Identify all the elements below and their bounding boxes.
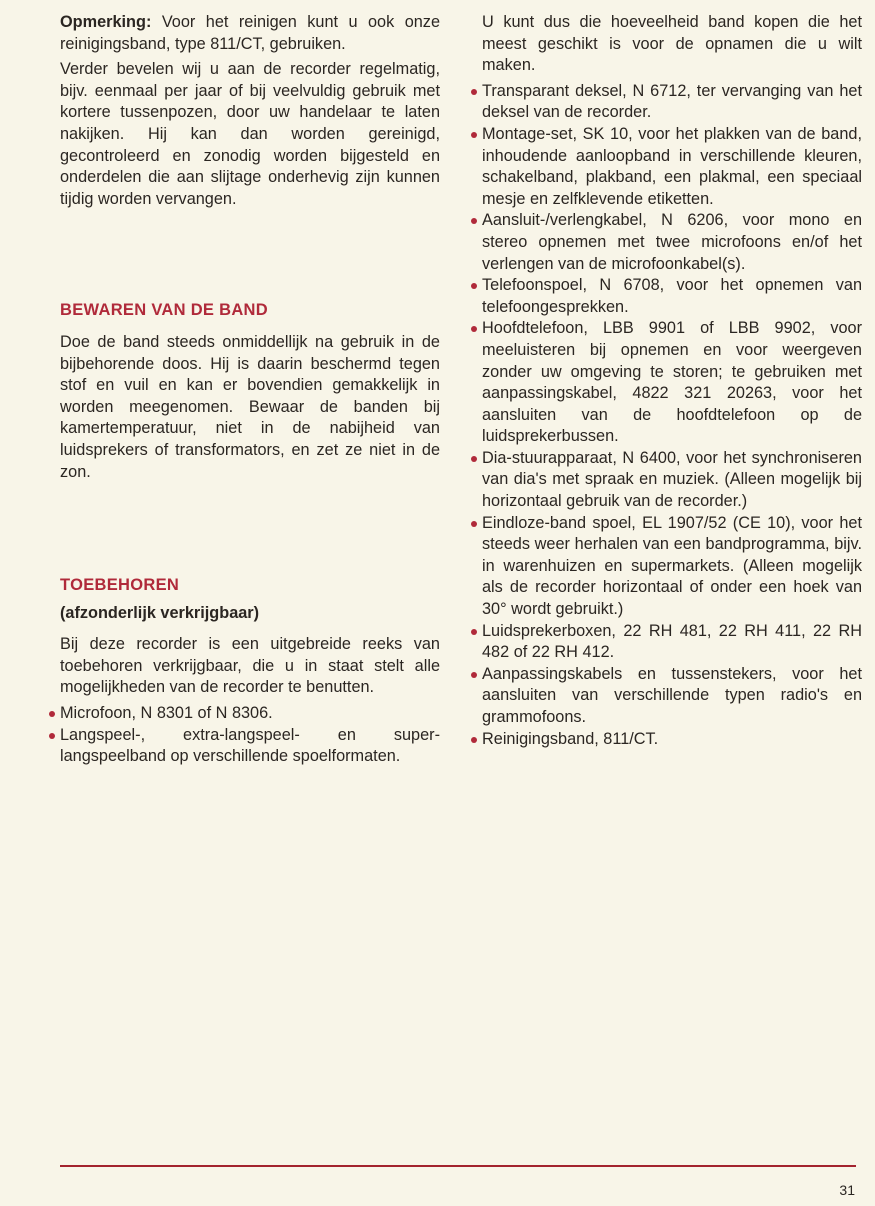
list-item (482, 664, 862, 729)
bullet-icon (471, 672, 477, 678)
list-item (482, 81, 862, 124)
list-item (482, 275, 862, 318)
list-item-text: Dia-stuurapparaat, N 6400, voor het synchroniseren van dia's met spraak en muziek. (Alleen mogelijk bij horizontaal gebruik van de recorder.) (482, 448, 862, 511)
bullet-icon (49, 733, 55, 739)
storage-heading: BEWAREN VAN DE BAND (60, 301, 268, 320)
bullet-icon (471, 132, 477, 138)
right-column (482, 12, 862, 750)
note-paragraph (60, 12, 440, 55)
list-item (482, 124, 862, 210)
bullet-icon (471, 326, 477, 332)
list-item-text: Hoofdtelefoon, LBB 9901 of LBB 9902, voor meeluisteren bij opnemen en voor weergeven zonder uw omgeving te storen; te gebruiken met aanpassingskabel, 4822 321 20263, voor het aansluiten van de hoofdtelefoon op de luidsprekerbussen. (482, 319, 862, 446)
accessories-list-left (60, 703, 440, 768)
list-item-text: Transparant deksel, N 6712, ter vervanging van het deksel van de recorder. (482, 81, 862, 122)
list-item (482, 513, 862, 621)
footer-rule (60, 1165, 856, 1167)
maintenance-paragraph: Verder bevelen wij u aan de recorder regelmatig, bijv. eenmaal per jaar of bij veelvuldig gebruik met kortere tussenpozen, door uw handelaar te laten nakijken. Hij kan dan worden gereinigd, gecontroleerd en zonodig worden bijgesteld en onderdelen die aan slijtage onderhevig zijn kunnen tijdig worden vervangen. (60, 60, 440, 208)
list-item-text: Microfoon, N 8301 of N 8306. (60, 704, 273, 723)
bullet-icon (471, 629, 477, 635)
accessories-heading: TOEBEHOREN (60, 576, 180, 595)
list-item-text: Montage-set, SK 10, voor het plakken van de band, inhoudende aanloopband in verschillende kleuren, schakelband, plakband, een plakmal, een speciaal mesje en zelfklevende etiketten. (482, 124, 862, 208)
list-item (482, 448, 862, 513)
page-number: 31 (839, 1182, 855, 1198)
accessories-list-right (482, 81, 862, 750)
bullet-icon (471, 456, 477, 462)
list-item-text: Eindloze-band spoel, EL 1907/52 (CE 10), voor het steeds weer herhalen van een bandprogramma, bijv. in warenhuizen en supermarkets. (Alleen mogelijk als de recorder horizontaal of onder een hoek van 30° wordt gebruikt.) (482, 513, 862, 619)
list-item (60, 725, 440, 768)
left-column (60, 12, 440, 768)
accessories-intro: Bij deze recorder is een uitgebreide reeks van toebehoren verkrijgbaar, die u in staat stelt alle mogelijkheden van de recorder te benutten. (60, 635, 440, 697)
list-item-text: Reinigingsband, 811/CT. (482, 729, 659, 748)
bullet-icon (471, 283, 477, 289)
bullet-icon (471, 89, 477, 95)
note-lead: Opmerking: (60, 13, 152, 31)
accessories-subheading: (afzonderlijk verkrijgbaar) (60, 603, 260, 622)
list-item (482, 729, 862, 751)
list-item-text: Aansluit-/verlengkabel, N 6206, voor mono en stereo opnemen met twee microfoons en/of het verlengen van de microfoonkabel(s). (482, 211, 862, 273)
list-item (482, 318, 862, 448)
note-text: Voor het reinigen kunt u ook onze reinigingsband, type 811/CT, gebruiken. (60, 13, 440, 53)
list-item-text: Telefoonspoel, N 6708, voor het opnemen van telefoongesprekken. (482, 276, 862, 316)
bullet-icon (471, 218, 477, 224)
list-item (482, 621, 862, 664)
bullet-icon (471, 737, 477, 743)
list-item-text: Aanpassingskabels en tussenstekers, voor het aansluiten van verschillende typen radio's en grammofoons. (482, 664, 862, 726)
storage-paragraph: Doe de band steeds onmiddellijk na gebruik in de bijbehorende doos. Hij is daarin beschermd tegen stof en vuil en kan er bovendien gemakkelijk in worden meegenomen. Bewaar de banden bij kamertemperatuur, niet in de nabijheid van luidsprekers of transformators, en zet ze niet in de zon. (60, 332, 440, 481)
continuation-paragraph: U kunt dus die hoeveelheid band kopen die het meest geschikt is voor de opnamen die u wilt maken. (482, 13, 862, 75)
list-item-text: Luidsprekerboxen, 22 RH 481, 22 RH 411, 22 RH 482 of 22 RH 412. (482, 621, 862, 662)
list-item-text: Langspeel-, extra-langspeel- en super-langspeelband op verschillende spoelformaten. (60, 725, 440, 766)
list-item (482, 210, 862, 275)
bullet-icon (471, 521, 477, 527)
list-item (60, 703, 440, 725)
bullet-icon (49, 711, 55, 717)
